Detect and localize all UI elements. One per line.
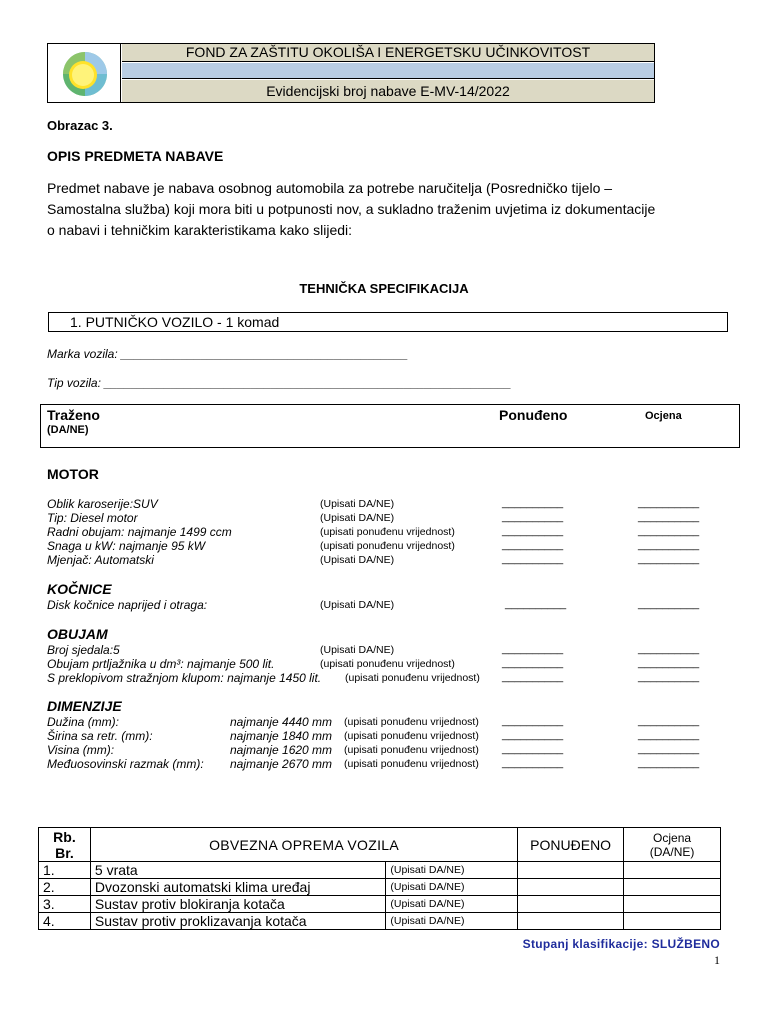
row-requirement: (Upisati DA/NE) [386, 913, 518, 930]
rating-blank[interactable]: __________ [638, 729, 700, 741]
row-offered-cell[interactable] [518, 913, 624, 930]
spec-requirement: (upisati ponuđenu vrijednost) [320, 540, 455, 552]
row-rating-cell[interactable] [624, 862, 721, 879]
spec-requirement: (upisati ponuđenu vrijednost) [344, 716, 479, 728]
offered-blank[interactable]: __________ [502, 757, 564, 769]
rating-blank[interactable]: __________ [638, 657, 700, 669]
document-header [47, 43, 655, 103]
header-rb [39, 828, 91, 862]
page-number: 1 [714, 953, 720, 967]
row-offered-cell[interactable] [518, 879, 624, 896]
row-number: 2. [39, 879, 91, 896]
row-number: 4. [39, 913, 91, 930]
row-item: 5 vrata [90, 862, 385, 879]
vehicle-box: 1. PUTNIČKO VOZILO - 1 komad [48, 312, 728, 332]
column-header-box [40, 404, 740, 448]
offered-blank[interactable]: __________ [502, 729, 564, 741]
col-requested-dane: (DA/NE) [47, 424, 89, 436]
intro-line: Predmet nabave je nabava osobnog automobila za potrebe naručitelja (Posredničko tijelo – [47, 180, 613, 196]
header-br-text: Br. [55, 844, 74, 861]
intro-line: Samostalna služba) koji mora biti u potpunosti nov, a sukladno traženim uvjetima iz dokumentacije [47, 201, 656, 217]
spec-label: S preklopivom stražnjom klupom: najmanje 1450 lit. [47, 671, 322, 685]
table-row [39, 913, 721, 930]
rating-blank[interactable]: __________ [638, 553, 700, 565]
row-offered-cell[interactable] [518, 862, 624, 879]
table-row [39, 896, 721, 913]
spec-label: Mjenjač: Automatski [47, 553, 154, 567]
spec-label: Međuosovinski razmak (mm): [47, 757, 204, 771]
row-number: 1. [39, 862, 91, 879]
equipment-table [38, 827, 721, 930]
spec-requirement: (Upisati DA/NE) [320, 512, 395, 524]
spec-label: Širina sa retr. (mm): [47, 729, 153, 743]
volume-title: OBUJAM [47, 626, 108, 642]
offered-blank[interactable]: __________ [502, 525, 564, 537]
rating-blank[interactable]: __________ [638, 525, 700, 537]
spec-label: Tip: Diesel motor [47, 511, 138, 525]
spec-minimum: najmanje 2670 mm [230, 757, 333, 771]
intro-paragraph [47, 178, 747, 241]
row-rating-cell[interactable] [624, 879, 721, 896]
spec-requirement: (upisati ponuđenu vrijednost) [320, 658, 455, 670]
brand-field[interactable]: Marka vozila: ___________________________________________ [47, 347, 408, 361]
row-offered-cell[interactable] [518, 896, 624, 913]
section-title: OPIS PREDMETA NABAVE [47, 148, 224, 164]
offered-blank[interactable]: __________ [502, 511, 564, 523]
row-requirement: (Upisati DA/NE) [386, 862, 518, 879]
header-blue-band [122, 63, 654, 79]
spec-requirement: (upisati ponuđenu vrijednost) [345, 672, 480, 684]
header-offered: PONUĐENO [518, 828, 624, 862]
offered-blank[interactable]: __________ [502, 553, 564, 565]
header-rating-text: Ocjena [653, 830, 692, 845]
col-offered: Ponuđeno [499, 407, 568, 423]
col-requested: Traženo [47, 407, 100, 423]
spec-requirement: (upisati ponuđenu vrijednost) [344, 730, 479, 742]
type-field[interactable]: Tip vozila: _____________________________________________________________ [47, 376, 512, 390]
offered-blank[interactable]: __________ [502, 743, 564, 755]
motor-title: MOTOR [47, 466, 99, 482]
row-item: Sustav protiv blokiranja kotača [90, 896, 385, 913]
spec-requirement: (upisati ponuđenu vrijednost) [320, 526, 455, 538]
offered-blank[interactable]: __________ [502, 497, 564, 509]
spec-requirement: (Upisati DA/NE) [320, 498, 395, 510]
table-row [39, 862, 721, 879]
spec-requirement: (upisati ponuđenu vrijednost) [344, 744, 479, 756]
offered-blank[interactable]: __________ [502, 657, 564, 669]
rating-blank[interactable]: __________ [638, 511, 700, 523]
offered-blank[interactable]: __________ [502, 715, 564, 727]
rating-blank[interactable]: __________ [638, 598, 700, 610]
spec-title: TEHNIČKA SPECIFIKACIJA [299, 281, 469, 296]
offered-blank[interactable]: __________ [502, 539, 564, 551]
spec-label: Oblik karoserije:SUV [47, 497, 158, 511]
dimensions-title: DIMENZIJE [47, 698, 122, 714]
header-dane-text: (DA/NE) [649, 844, 695, 859]
rating-blank[interactable]: __________ [638, 643, 700, 655]
header-rb-text: Rb. [53, 828, 76, 845]
row-item: Sustav protiv proklizavanja kotača [90, 913, 385, 930]
offered-blank[interactable]: __________ [502, 643, 564, 655]
offered-blank[interactable]: __________ [505, 598, 567, 610]
row-item: Dvozonski automatski klima uređaj [90, 879, 385, 896]
fund-logo-icon [48, 44, 120, 102]
header-reference: Evidencijski broj nabave E-MV-14/2022 [122, 80, 654, 102]
spec-label: Broj sjedala:5 [47, 643, 120, 657]
row-requirement: (Upisati DA/NE) [386, 896, 518, 913]
spec-requirement: (upisati ponuđenu vrijednost) [344, 758, 479, 770]
header-org-name: FOND ZA ZAŠTITU OKOLIŠA I ENERGETSKU UČINKOVITOST [122, 44, 654, 62]
brakes-title: KOČNICE [47, 581, 112, 597]
row-requirement: (Upisati DA/NE) [386, 879, 518, 896]
logo-cell [48, 44, 121, 102]
row-number: 3. [39, 896, 91, 913]
rating-blank[interactable]: __________ [638, 757, 700, 769]
spec-label: Dužina (mm): [47, 715, 120, 729]
header-equipment: OBVEZNA OPREMA VOZILA [90, 828, 517, 862]
row-rating-cell[interactable] [624, 913, 721, 930]
spec-minimum: najmanje 1620 mm [230, 743, 333, 757]
col-rating: Ocjena [645, 410, 682, 422]
row-rating-cell[interactable] [624, 896, 721, 913]
table-row [39, 879, 721, 896]
spec-minimum: najmanje 4440 mm [230, 715, 333, 729]
spec-label: Visina (mm): [47, 743, 115, 757]
spec-label: Snaga u kW: najmanje 95 kW [47, 539, 206, 553]
header-rating [624, 828, 721, 862]
classification-label: Stupanj klasifikacije: SLUŽBENO [522, 937, 720, 951]
rating-blank[interactable]: __________ [638, 497, 700, 509]
rating-blank[interactable]: __________ [638, 743, 700, 755]
rating-blank[interactable]: __________ [638, 539, 700, 551]
table-header-row [39, 828, 721, 862]
spec-minimum: najmanje 1840 mm [230, 729, 333, 743]
spec-label: Radni obujam: najmanje 1499 ccm [47, 525, 232, 539]
form-number: Obrazac 3. [47, 118, 113, 133]
spec-label: Disk kočnice naprijed i otraga: [47, 598, 208, 612]
intro-line: o nabavi i tehničkim karakteristikama kako slijedi: [47, 222, 353, 238]
spec-requirement: (Upisati DA/NE) [320, 554, 395, 566]
rating-blank[interactable]: __________ [638, 671, 700, 683]
spec-requirement: (Upisati DA/NE) [320, 599, 395, 611]
spec-label: Obujam prtljažnika u dm³: najmanje 500 lit. [47, 657, 275, 671]
offered-blank[interactable]: __________ [502, 671, 564, 683]
rating-blank[interactable]: __________ [638, 715, 700, 727]
spec-requirement: (Upisati DA/NE) [320, 644, 395, 656]
